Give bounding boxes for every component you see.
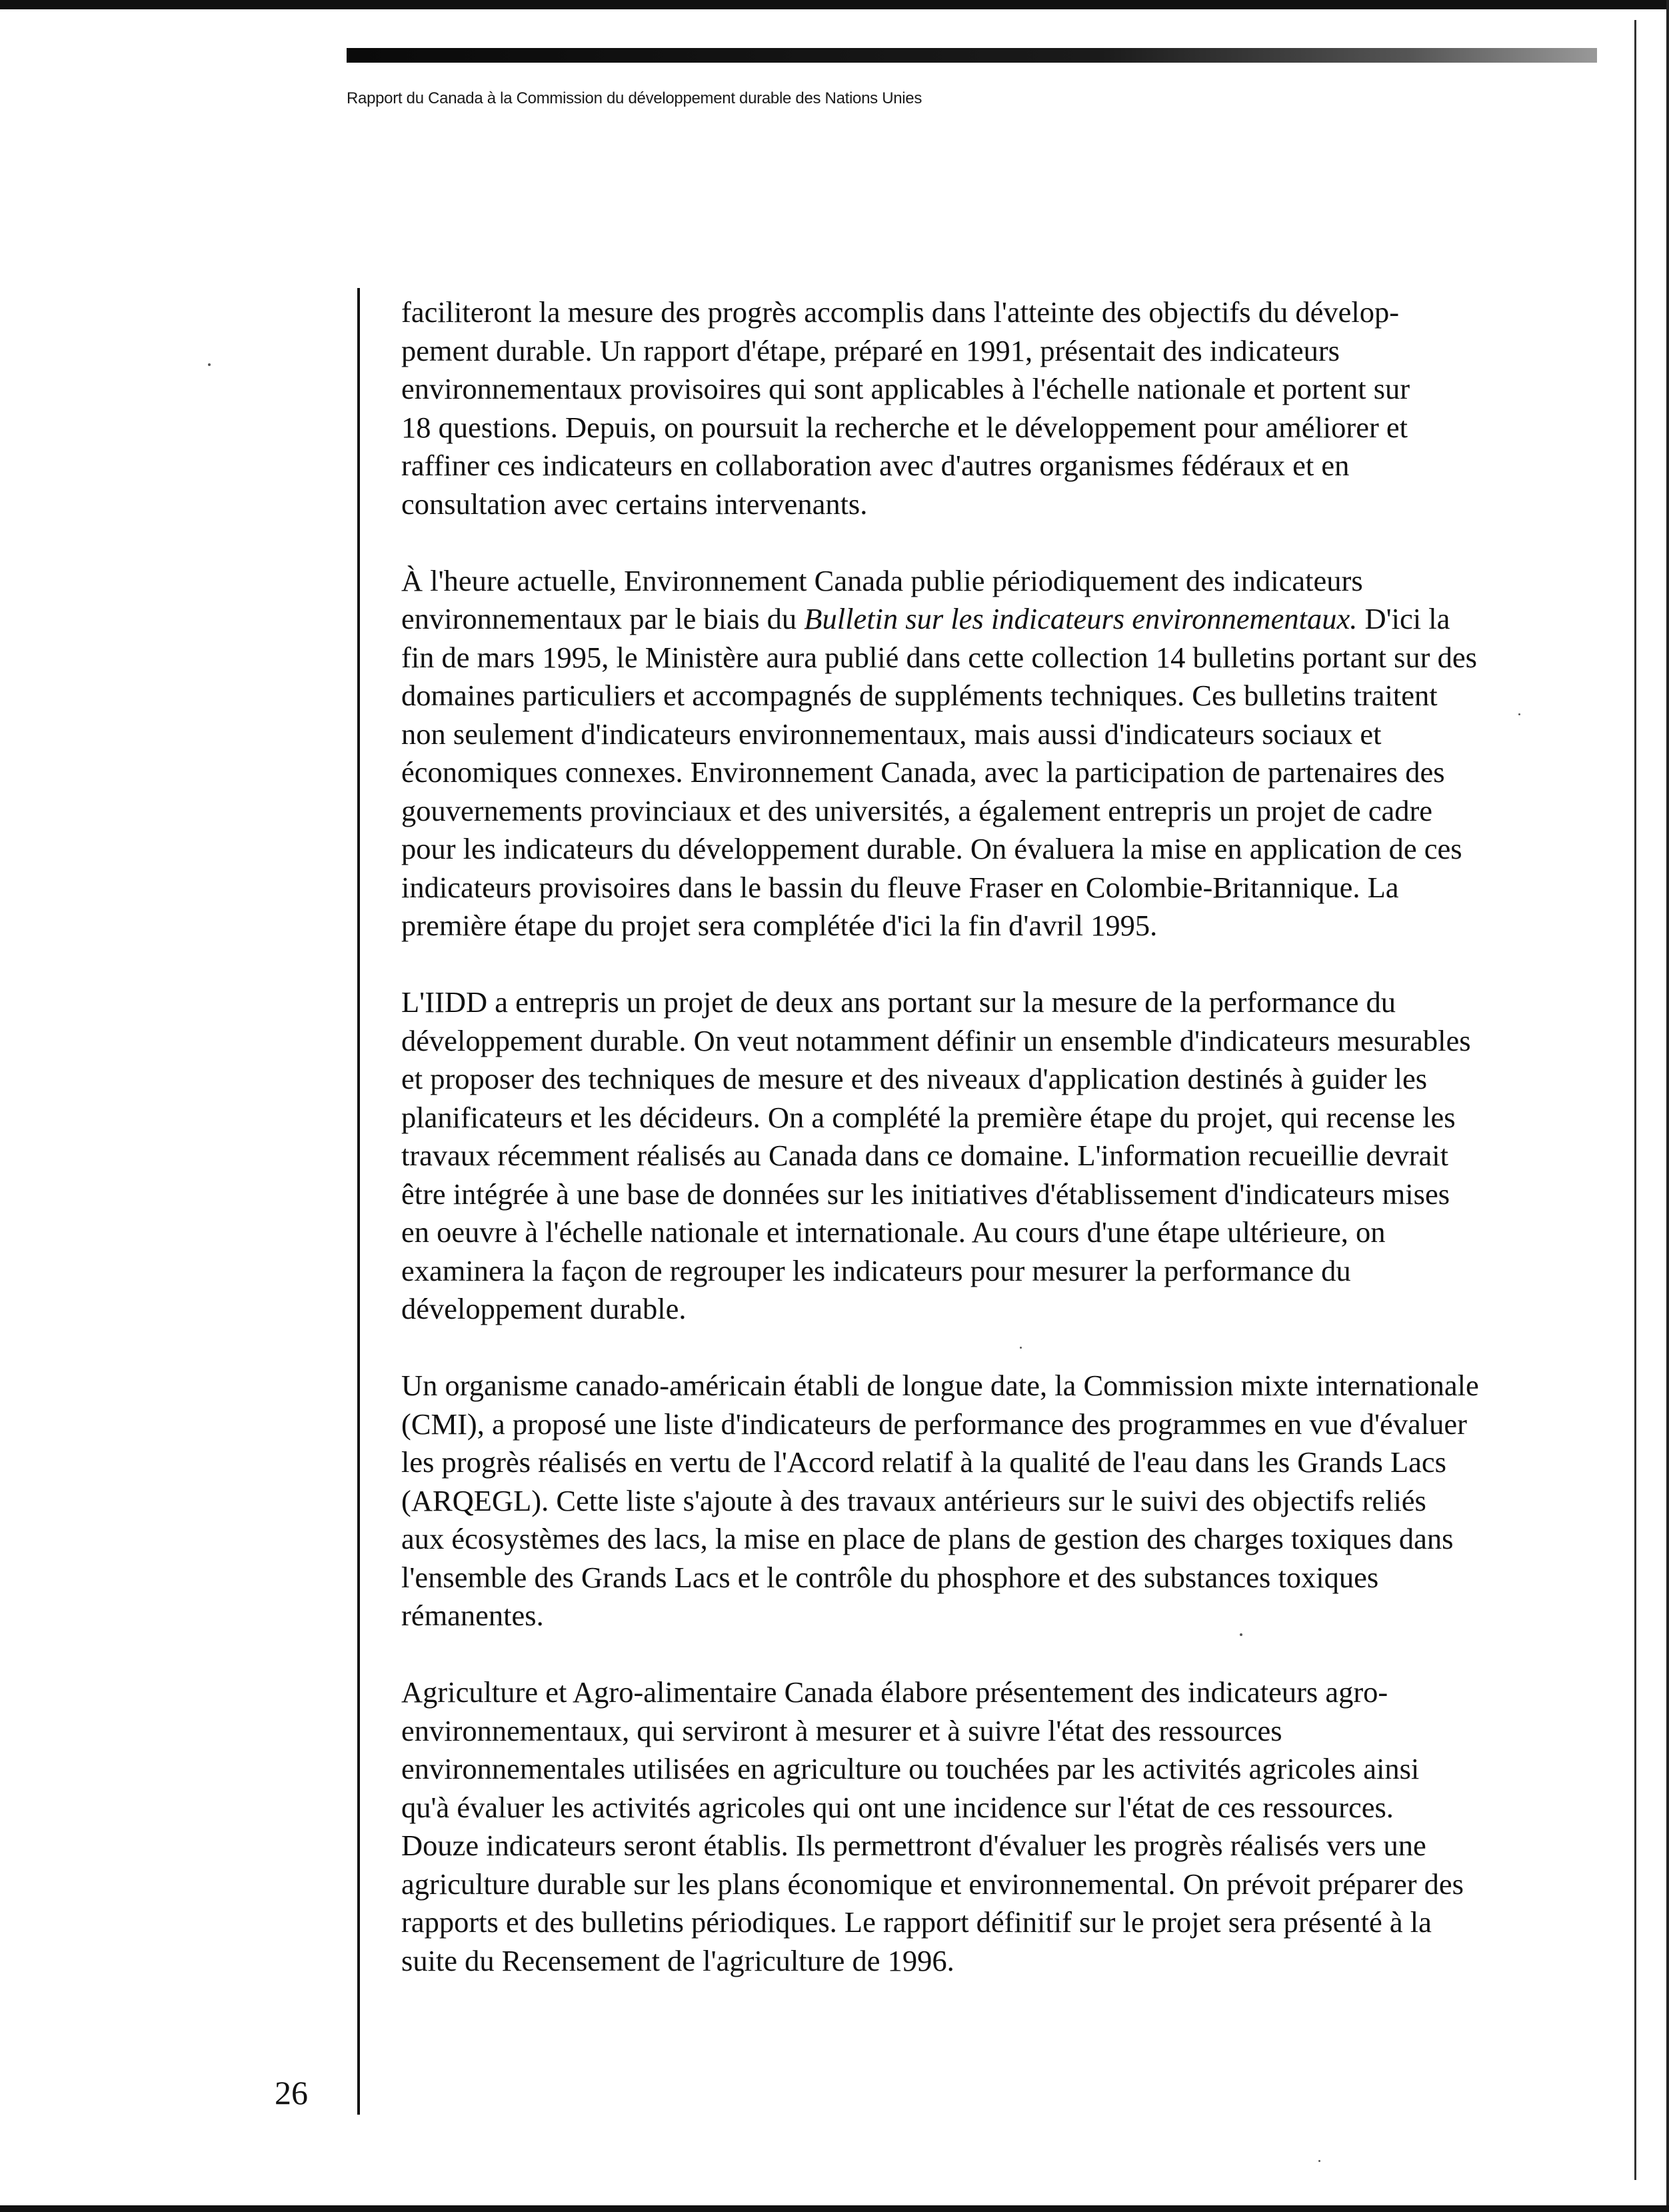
- scan-speck: [1240, 1633, 1242, 1636]
- text-line: être intégrée à une base de données sur les initiatives d'établissement d'indicateurs mises: [401, 1177, 1450, 1211]
- paragraph-4: [401, 1367, 1554, 1635]
- paragraph-3: [401, 983, 1554, 1329]
- text-segment: environnementaux par le biais du: [401, 602, 805, 635]
- scan-shadow-right: [1634, 20, 1636, 2180]
- text-line: développement durable.: [401, 1292, 687, 1325]
- text-line: indicateurs provisoires dans le bassin du fleuve Fraser en Colombie-Britannique. La: [401, 870, 1399, 904]
- scan-speck: [1020, 1347, 1022, 1349]
- text-line: gouvernements provinciaux et des universités, a également entrepris un projet de cadre: [401, 793, 1433, 827]
- text-line: (ARQEGL). Cette liste s'ajoute à des travaux antérieurs sur le suivi des objectifs reliés: [401, 1483, 1426, 1517]
- scan-speck: [1518, 713, 1520, 715]
- header-rule: [347, 48, 1597, 63]
- text-line: en oeuvre à l'échelle nationale et internationale. Au cours d'une étape ultérieure, on: [401, 1215, 1386, 1249]
- paragraph-2: [401, 562, 1554, 945]
- text-line: consultation avec certains intervenants.: [401, 487, 868, 521]
- paragraph-5: [401, 1673, 1554, 1980]
- text-line: pement durable. Un rapport d'étape, préparé en 1991, présentait des indicateurs: [401, 333, 1340, 367]
- text-line: rapports et des bulletins périodiques. Le rapport définitif sur le projet sera présenté à la: [401, 1905, 1432, 1939]
- bulletin-title: Bulletin sur les indicateurs environnementaux.: [804, 602, 1358, 635]
- paragraph-1: [401, 293, 1554, 523]
- text-line: Douze indicateurs seront établis. Ils permettront d'évaluer les progrès réalisés vers une: [401, 1829, 1426, 1862]
- scan-border-right: [1666, 0, 1669, 2212]
- page-number: 26: [275, 2074, 308, 2111]
- scan-speck: [1318, 2160, 1320, 2162]
- text-line: 18 questions. Depuis, on poursuit la recherche et le développement pour améliorer et: [401, 410, 1408, 444]
- text-line: faciliteront la mesure des progrès accomplis dans l'atteinte des objectifs du dévelop-: [401, 295, 1400, 329]
- text-segment: D'ici la: [1357, 602, 1450, 635]
- text-line: suite du Recensement de l'agriculture de 1996.: [401, 1943, 954, 1977]
- text-line: les progrès réalisés en vertu de l'Accord relatif à la qualité de l'eau dans les Grands Lacs: [401, 1445, 1446, 1479]
- text-line: Agriculture et Agro-alimentaire Canada élabore présentement des indicateurs agro-: [401, 1675, 1388, 1709]
- text-line: environnementaux, qui serviront à mesurer et à suivre l'état des ressources: [401, 1713, 1282, 1747]
- text-line: rémanentes.: [401, 1599, 544, 1632]
- text-line-with-title: [401, 600, 1554, 639]
- text-line: travaux récemment réalisés au Canada dans ce domaine. L'information recueillie devrait: [401, 1139, 1449, 1172]
- text-line: l'ensemble des Grands Lacs et le contrôle du phosphore et des substances toxiques: [401, 1560, 1379, 1594]
- text-line: environnementaux provisoires qui sont applicables à l'échelle nationale et portent sur: [401, 372, 1410, 405]
- text-line: pour les indicateurs du développement durable. On évaluera la mise en application de ces: [401, 832, 1462, 865]
- text-line: première étape du projet sera complétée d'ici la fin d'avril 1995.: [401, 909, 1158, 942]
- text-line: agriculture durable sur les plans économique et environnemental. On prévoit préparer des: [401, 1867, 1464, 1901]
- text-line: et proposer des techniques de mesure et des niveaux d'application destinés à guider les: [401, 1062, 1428, 1095]
- text-line: planificateurs et les décideurs. On a complété la première étape du projet, qui recense les: [401, 1100, 1456, 1134]
- text-line: développement durable. On veut notamment définir un ensemble d'indicateurs mesurables: [401, 1023, 1471, 1057]
- text-line: Un organisme canado-américain établi de longue date, la Commission mixte internationale: [401, 1369, 1479, 1402]
- text-line: qu'à évaluer les activités agricoles qui ont une incidence sur l'état de ces ressources.: [401, 1790, 1394, 1824]
- scan-border-bottom: [0, 2205, 1669, 2212]
- text-line: économiques connexes. Environnement Canada, avec la participation de partenaires des: [401, 755, 1445, 789]
- scan-speck: [208, 363, 211, 366]
- text-line: (CMI), a proposé une liste d'indicateurs de performance des programmes en vue d'évaluer: [401, 1407, 1467, 1441]
- text-line: environnementales utilisées en agriculture ou touchées par les activités agricoles ainsi: [401, 1752, 1420, 1785]
- running-header: Rapport du Canada à la Commission du développement durable des Nations Unies: [347, 89, 922, 107]
- text-line: domaines particuliers et accompagnés de suppléments techniques. Ces bulletins traitent: [401, 679, 1438, 712]
- text-line: aux écosystèmes des lacs, la mise en place de plans de gestion des charges toxiques dans: [401, 1522, 1454, 1555]
- text-line: non seulement d'indicateurs environnementaux, mais aussi d'indicateurs sociaux et: [401, 717, 1382, 751]
- text-line: L'IIDD a entrepris un projet de deux ans portant sur la mesure de la performance du: [401, 985, 1396, 1019]
- text-line: À l'heure actuelle, Environnement Canada publie périodiquement des indicateurs: [401, 563, 1363, 597]
- margin-rule: [357, 288, 360, 2115]
- scan-border-top: [0, 0, 1669, 9]
- text-line: fin de mars 1995, le Ministère aura publié dans cette collection 14 bulletins portant sur des: [401, 640, 1477, 674]
- body-text: [401, 293, 1554, 2019]
- text-line: raffiner ces indicateurs en collaboration avec d'autres organismes fédéraux et en: [401, 449, 1350, 482]
- text-line: examinera la façon de regrouper les indicateurs pour mesurer la performance du: [401, 1253, 1351, 1287]
